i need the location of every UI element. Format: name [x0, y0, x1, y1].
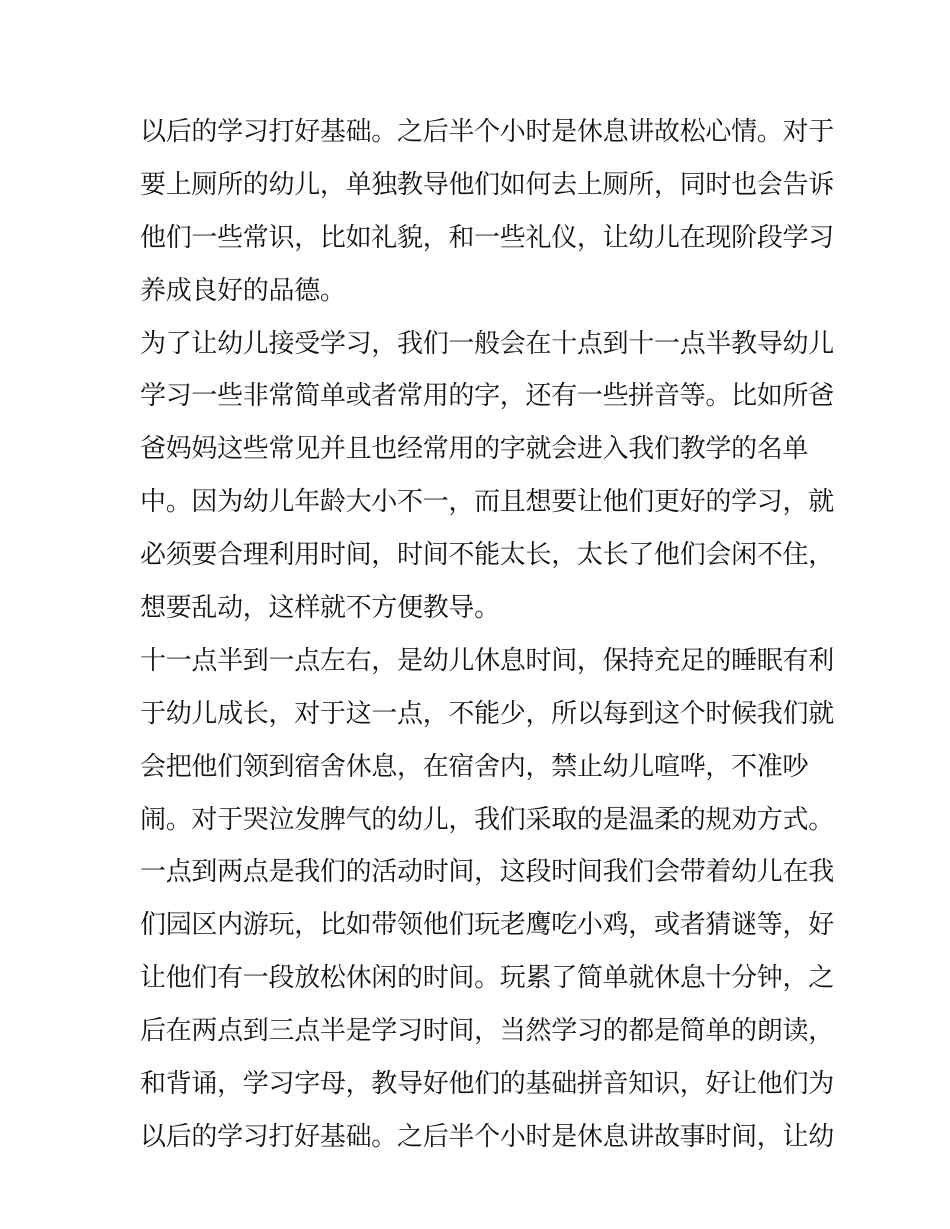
- text-line: 以后的学习打好基础。之后半个小时是休息讲故松心情。对于: [140, 117, 834, 147]
- text-line: 后在两点到三点半是学习时间，当然学习的都是简单的朗读，: [140, 1016, 834, 1047]
- text-line: 爸妈妈这些常见并且也经常用的字就会进入我们教学的名单: [140, 434, 809, 465]
- text-line: 为了让幼儿接受学习，我们一般会在十点到十一点半教导幼儿: [140, 328, 834, 359]
- text-line: 要上厕所的幼儿，单独教导他们如何去上厕所，同时也会告诉: [140, 169, 834, 200]
- text-line: 以后的学习打好基础。之后半个小时是休息讲故事时间，让幼: [140, 1121, 834, 1152]
- text-line: 闹。对于哭泣发脾气的幼儿，我们采取的是温柔的规劝方式。: [140, 804, 834, 835]
- text-line: 中。因为幼儿年龄大小不一，而且想要让他们更好的学习，就: [140, 487, 834, 518]
- text-line: 想要乱动，这样就不方便教导。: [140, 593, 500, 624]
- text-line: 养成良好的品德。: [140, 275, 346, 306]
- text-line: 学习一些非常简单或者常用的字，还有一些拼音等。比如所爸: [140, 381, 834, 412]
- text-line: 会把他们领到宿舍休息，在宿舍内，禁止幼儿喧哗，不准吵: [140, 751, 809, 782]
- text-line: 他们一些常识，比如礼貌，和一些礼仪，让幼儿在现阶段学习: [140, 222, 834, 253]
- document-body: [140, 106, 834, 1164]
- text-line: 们园区内游玩，比如带领他们玩老鹰吃小鸡，或者猜谜等，好: [140, 910, 834, 941]
- text-line: 让他们有一段放松休闲的时间。玩累了简单就休息十分钟，之: [140, 963, 834, 994]
- text-line: 于幼儿成长，对于这一点，不能少，所以每到这个时候我们就: [140, 698, 834, 729]
- text-line: 和背诵，学习字母，教导好他们的基础拼音知识，好让他们为: [140, 1069, 834, 1100]
- text-line: 必须要合理利用时间，时间不能太长，太长了他们会闲不住，: [140, 540, 834, 571]
- text-line: 十一点半到一点左右，是幼儿休息时间，保持充足的睡眠有利: [140, 645, 834, 676]
- text-line: 一点到两点是我们的活动时间，这段时间我们会带着幼儿在我: [140, 857, 834, 888]
